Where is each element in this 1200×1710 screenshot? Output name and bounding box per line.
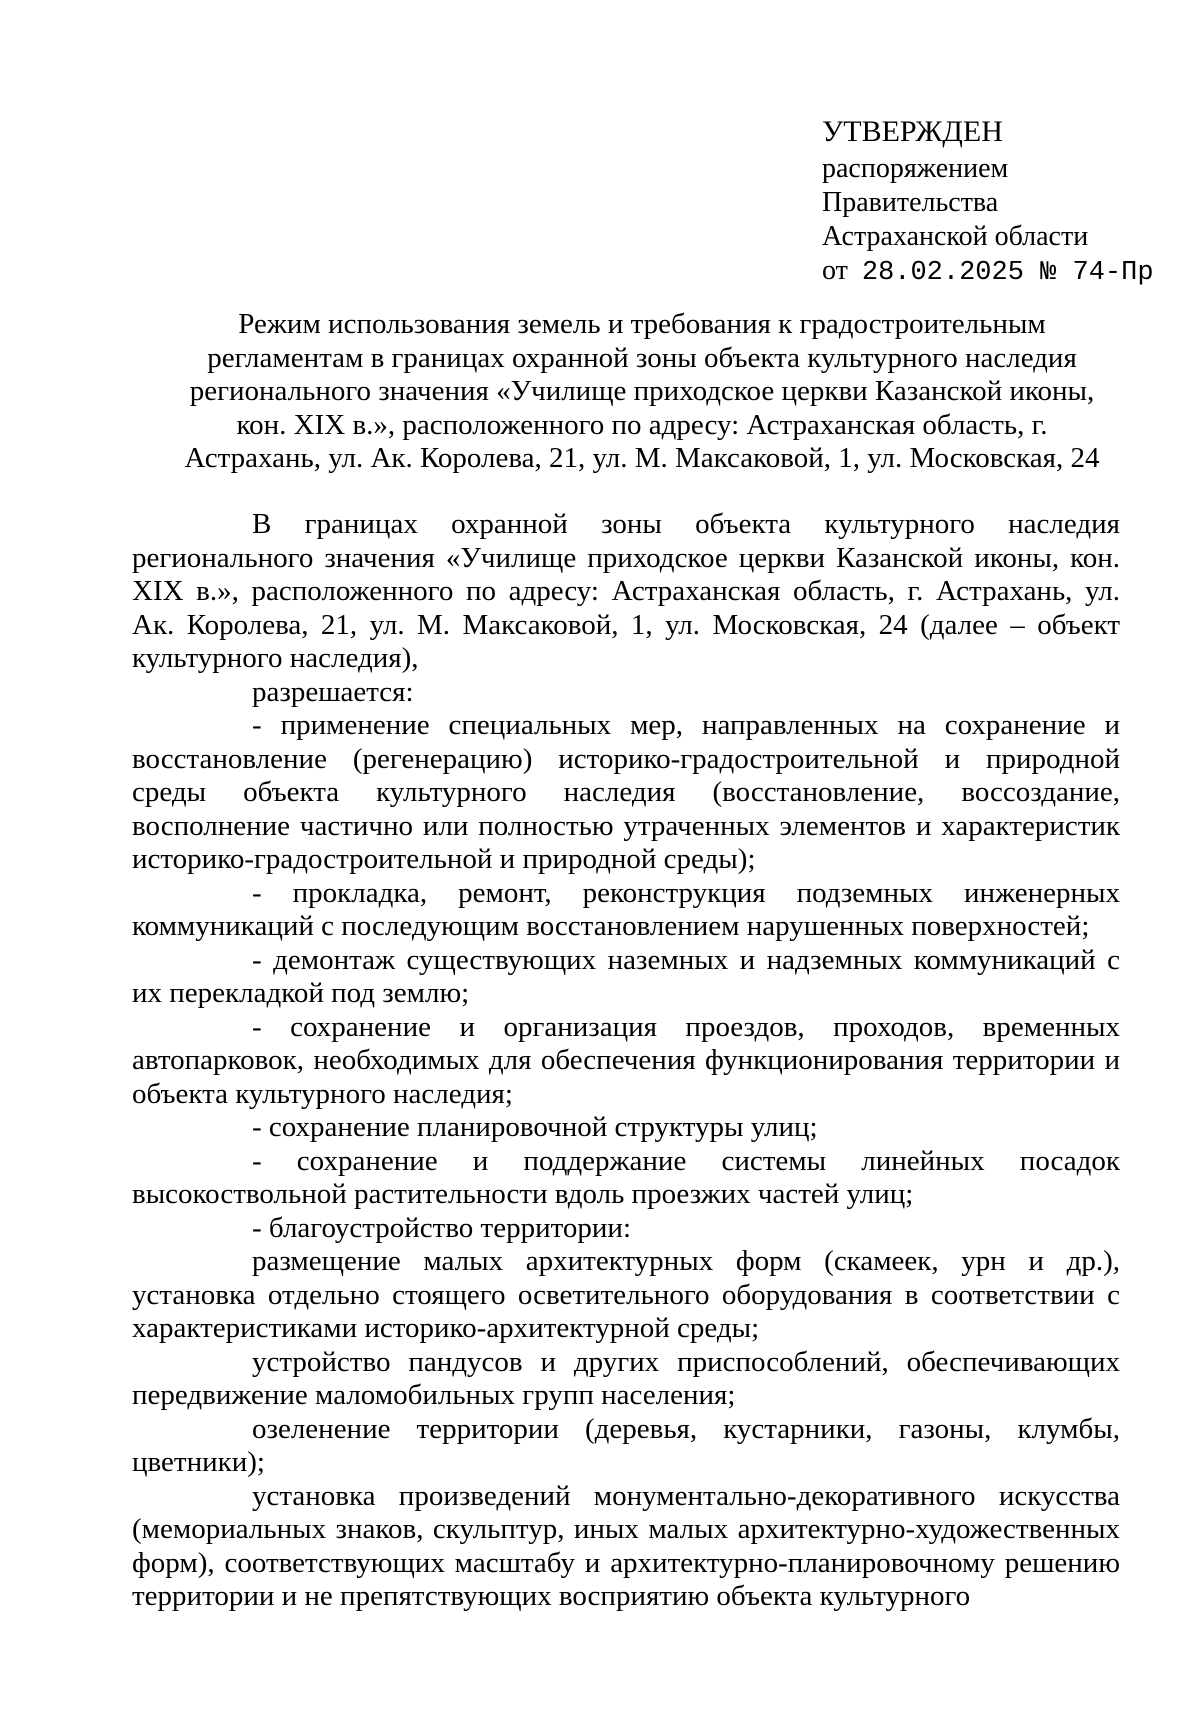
list-item: - прокладка, ремонт, реконструкция подземных инженерных коммуникаций с последующим восстановлением нарушенных поверхностей; [132, 876, 1120, 942]
document-body [132, 508, 1120, 1614]
paragraph-permitted-heading: разрешается: [252, 675, 414, 708]
approval-stamp [822, 112, 1162, 290]
list-item: - сохранение и организация проездов, проходов, временных автопарковок, необходимых для обеспечения функционирования территории и объекта культурного наследия; [132, 1010, 1120, 1110]
paragraph-intro: В границах охранной зоны объекта культурного наследия регионального значения «Училище приходское церкви Казанской иконы, кон. XIX в.», расположенного по адресу: Астраханская область, г. Астрахань, ул. Ак. Королева, 21, ул. М. Максаковой, 1, ул. Московская, 24 (далее – объект культурного наследия), [132, 508, 1120, 674]
approval-government-line: Правительства [822, 187, 999, 218]
approved-label: УТВЕРЖДЕН [822, 115, 1003, 148]
document-title: Режим использования земель и требования к градостроительным регламентам в границах охранной зоны объекта культурного наследия регионального значения «Училище приходское церкви Казанской иконы, кон. XIX в.», расположенного по адресу: Астраханская область, г. Астрахань, ул. Ак. Королева, 21, ул. М. Максаковой, 1, ул. Московская, 24 [184, 308, 1100, 475]
date-and-number: 28.02.2025 № 74-Пр [861, 258, 1154, 288]
list-item: - демонтаж существующих наземных и надземных коммуникаций с их перекладкой под землю; [132, 943, 1120, 1009]
list-item: - сохранение планировочной структуры улиц; [252, 1111, 818, 1143]
sub-item: установка произведений монументально-декоративного искусства (мемориальных знаков, скульптур, иных малых архитектурно-художественных форм), соответствующих масштабу и архитектурно-планировочному решению территории и не препятствующих восприятию объекта культурного [132, 1479, 1120, 1612]
list-item: - применение специальных мер, направленных на сохранение и восстановление (регенерацию) историко-градостроительной и природной среды объекта культурного наследия (восстановление, воссоздание, восполнение частично или полностью утраченных элементов и характеристик историко-градостроительной и природной среды); [132, 709, 1120, 875]
sub-item: размещение малых архитектурных форм (скамеек, урн и др.), установка отдельно стоящего осветительного оборудования в соответствии с характеристиками историко-архитектурной среды; [132, 1245, 1120, 1344]
approval-region-line: Астраханской области [822, 221, 1089, 252]
approval-order-line: распоряжением [822, 153, 1009, 184]
date-prefix: от [822, 255, 848, 286]
list-item: - сохранение и поддержание системы линейных посадок высокоствольной растительности вдоль проезжих частей улиц; [132, 1144, 1120, 1210]
list-item: - благоустройство территории: [252, 1211, 632, 1244]
sub-item: устройство пандусов и других приспособлений, обеспечивающих передвижение маломобильных групп населения; [132, 1345, 1120, 1411]
approval-date-line [822, 254, 1162, 290]
sub-item: озеленение территории (деревья, кустарники, газоны, клумбы, цветники); [132, 1412, 1120, 1478]
